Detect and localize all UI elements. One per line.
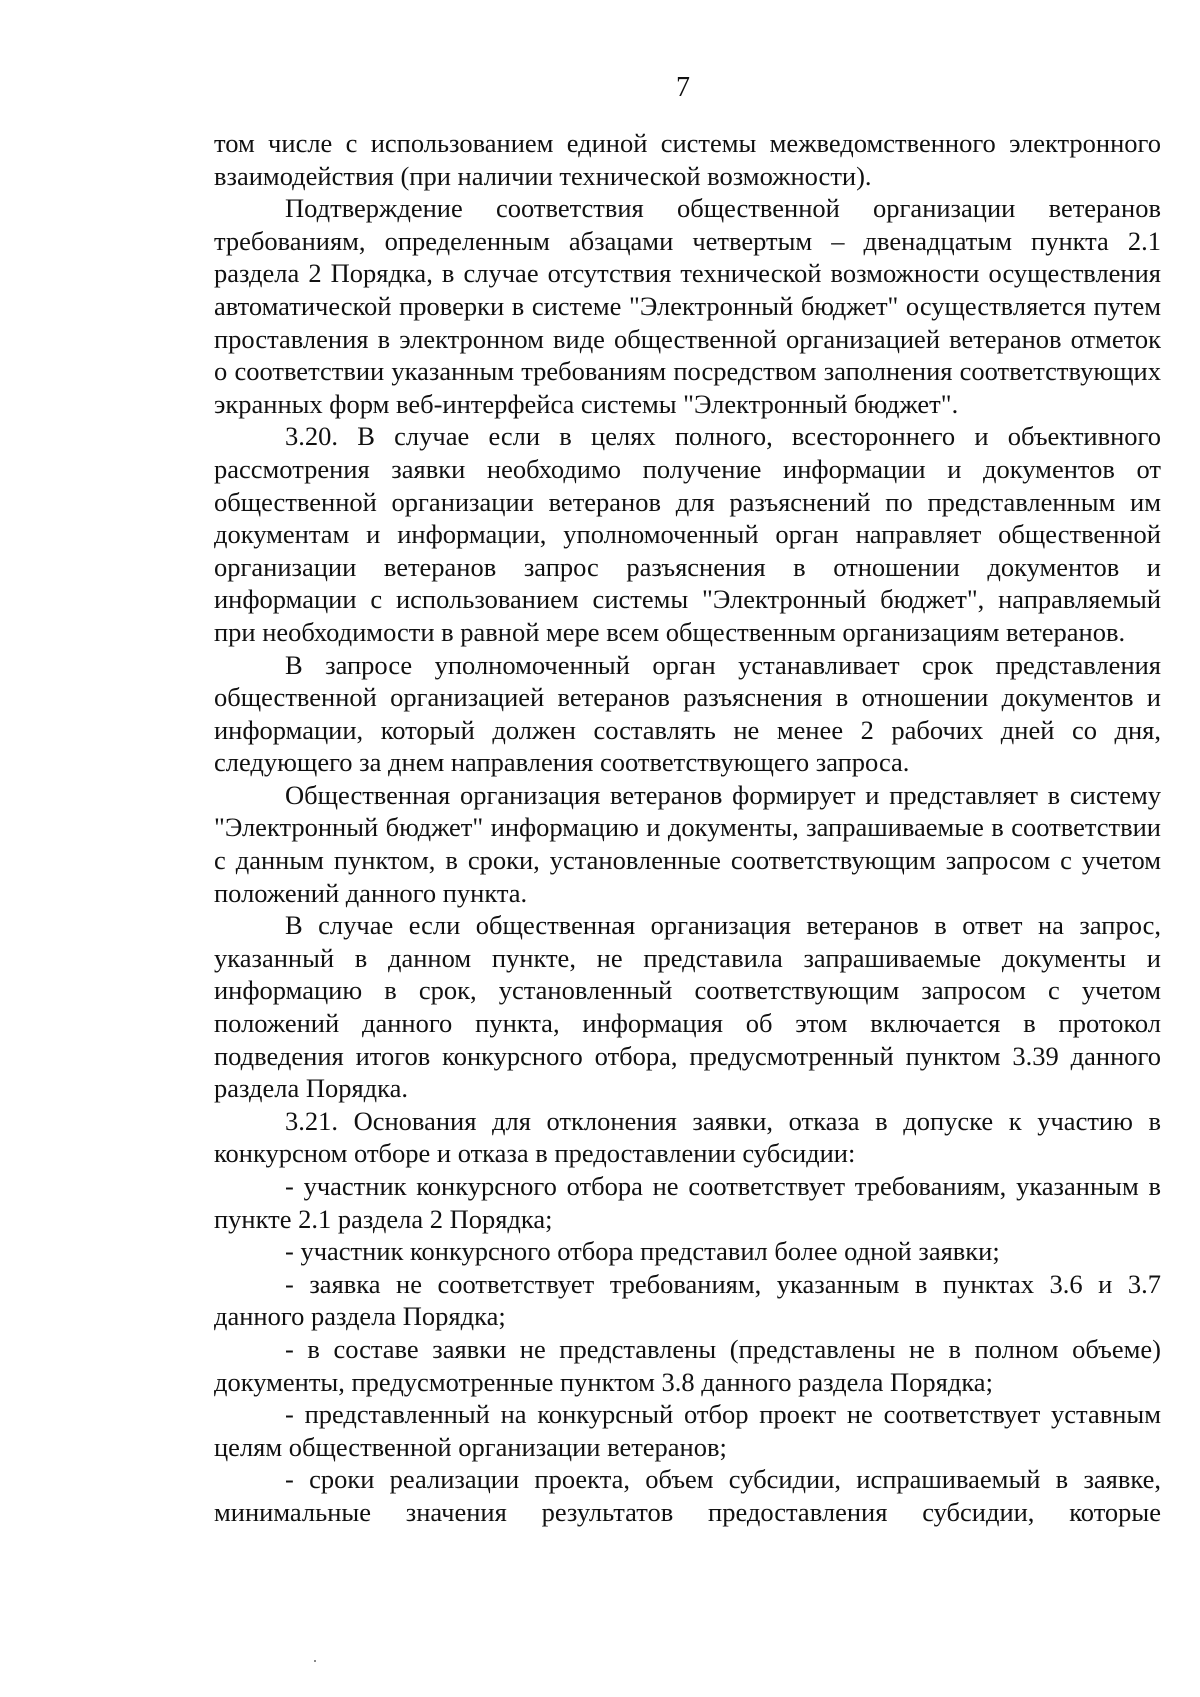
paragraph-confirmation: Подтверждение соответствия общественной организации ветеранов требованиям, определенным абзацами четвертым – двенадцатым пункта 2.1 раздела 2 Порядка, в случае отсутствия технической возможности осуществления автоматической проверки в системе "Электронный бюджет" осуществляется путем проставления в электронном виде общественной организацией ветеранов отметок о соответствии указанным требованиям посредством заполнения соответствующих экранных форм веб-интерфейса системы "Электронный бюджет". xyxy=(214,193,1161,419)
list-item-missing-documents: - в составе заявки не представлены (представлены не в полном объеме) документы, предусмотренные пунктом 3.8 данного раздела Порядка; xyxy=(214,1333,1161,1397)
list-item-application-requirements: - заявка не соответствует требованиям, указанным в пунктах 3.6 и 3.7 данного раздела Порядка; xyxy=(214,1268,1161,1332)
paragraph-3-20: 3.20. В случае если в целях полного, всестороннего и объективного рассмотрения заявки необходимо получение информации и документов от общественной организации ветеранов для разъяснений по представленным им документам и информации, уполномоченный орган направляет общественной организации ветеранов запрос разъяснения в отношении документов и информации с использованием системы "Электронный бюджет", направляемый при необходимости в равной мере всем общественным организациям ветеранов. xyxy=(214,421,1161,647)
document-body xyxy=(214,127,1161,1529)
list-item-multiple-applications: - участник конкурсного отбора представил более одной заявки; xyxy=(285,1236,1000,1267)
list-item-statutory-goals: - представленный на конкурсный отбор проект не соответствует уставным целям общественной организации ветеранов; xyxy=(214,1399,1161,1462)
paragraph-no-response: В случае если общественная организация ветеранов в ответ на запрос, указанный в данном пункте, не представила запрашиваемые документы и информацию в срок, установленный соответствующим запросом с учетом положений данного пункта, информация об этом включается в протокол подведения итогов конкурсного отбора, предусмотренный пунктом 3.39 данного раздела Порядка. xyxy=(214,910,1161,1104)
paragraph-3-21: 3.21. Основания для отклонения заявки, отказа в допуске к участию в конкурсном отборе и отказа в предоставлении субсидии: xyxy=(214,1105,1161,1169)
scan-dot xyxy=(314,1660,316,1662)
list-item-project-terms: - сроки реализации проекта, объем субсидии, испрашиваемый в заявке, минимальные значения результатов предоставления субсидии, которые xyxy=(214,1464,1161,1527)
page-number: 7 xyxy=(676,72,690,103)
paragraph-organization-response: Общественная организация ветеранов формирует и представляет в систему "Электронный бюджет" информацию и документы, запрашиваемые в соответствии с данным пунктом, в сроки, установленные соответствующим запросом с учетом положений данного пункта. xyxy=(214,779,1161,908)
list-item-requirements: - участник конкурсного отбора не соответствует требованиям, указанным в пункте 2.1 раздела 2 Порядка; xyxy=(214,1171,1161,1234)
paragraph-continuation: том числе с использованием единой системы межведомственного электронного взаимодействия (при наличии технической возможности). xyxy=(214,128,1161,191)
paragraph-request-deadline: В запросе уполномоченный орган устанавливает срок представления общественной организацией ветеранов разъяснения в отношении документов и информации, который должен составлять не менее 2 рабочих дней со дня, следующего за днем направления соответствующего запроса. xyxy=(214,649,1161,778)
